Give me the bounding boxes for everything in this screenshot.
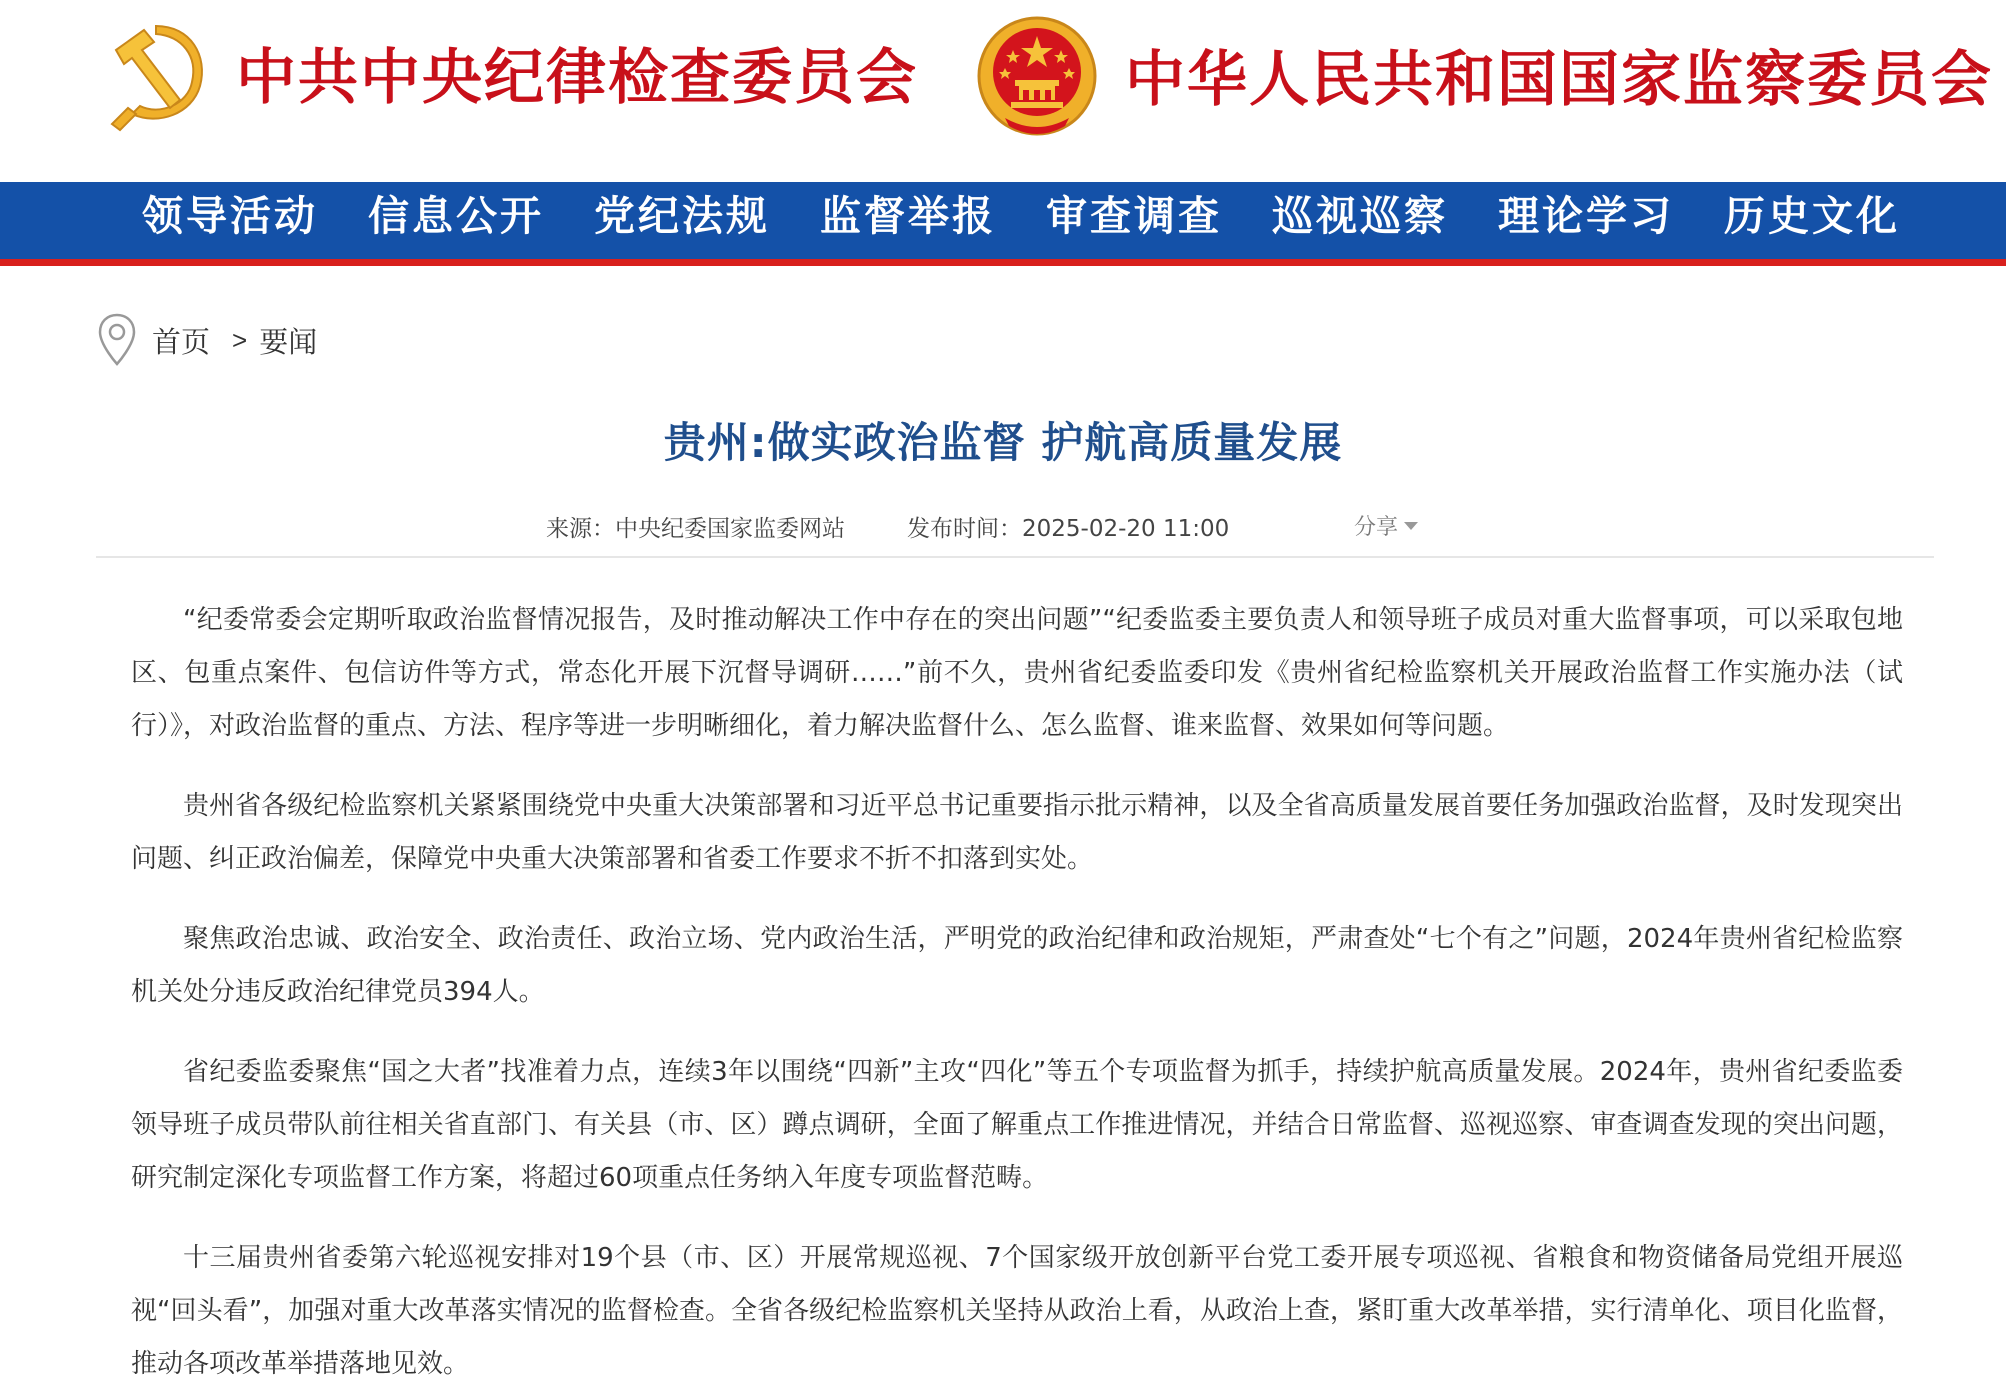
- article-paragraph: 十三届贵州省委第六轮巡视安排对19个县（市、区）开展常规巡视、7个国家级开放创新平台党工委开展专项巡视、省粮食和物资储备局党组开展巡视“回头看”，加强对重大改革落实情况的监督检查。全省各级纪检监察机关坚持从政治上看，从政治上查，紧盯重大改革举措，实行清单化、项目化监督，推动各项改革举措落地见效。: [131, 1243, 1903, 1379]
- caret-down-icon: [1404, 522, 1418, 530]
- hammer-sickle-icon: [96, 16, 216, 136]
- national-emblem-icon: [975, 14, 1099, 140]
- article-body: [131, 594, 1903, 1391]
- article-title: 贵州:做实政治监督 护航高质量发展: [663, 418, 1343, 467]
- location-pin-icon: [96, 312, 138, 368]
- article-paragraph: “纪委常委会定期听取政治监督情况报告，及时推动解决工作中存在的突出问题”“纪委监委主要负责人和领导班子成员对重大监督事项，可以采取包地区、包重点案件、包信访件等方式，常态化开展下沉督导调研……”前不久，贵州省纪委监委印发《贵州省纪检监察机关开展政治监督工作实施办法（试行）》，对政治监督的重点、方法、程序等进一步明晰细化，着力解决监督什么、怎么监督、谁来监督、效果如何等问题。: [131, 605, 1903, 741]
- site-header: [0, 0, 2006, 182]
- nav-item-info-disclosure[interactable]: 信息公开: [368, 192, 544, 240]
- breadcrumb-home-link[interactable]: 首页: [152, 326, 211, 359]
- article-paragraph: 聚焦政治忠诚、政治安全、政治责任、政治立场、党内政治生活，严明党的政治纪律和政治规矩，严肃查处“七个有之”问题，2024年贵州省纪检监察机关处分违反政治纪律党员394人。: [131, 924, 1903, 1007]
- ccdi-logo-text: 中共中央纪律检查委员会: [236, 43, 918, 113]
- nav-item-theory-study[interactable]: 理论学习: [1498, 192, 1674, 240]
- breadcrumb-current-link[interactable]: 要闻: [259, 326, 318, 359]
- article-publish-time: 发布时间：2025-02-20 11:00: [907, 516, 1230, 542]
- article-paragraph: 省纪委监委聚焦“国之大者”找准着力点，连续3年以围绕“四新”主攻“四化”等五个专项监督为抓手，持续护航高质量发展。2024年，贵州省纪委监委领导班子成员带队前往相关省直部门、有关县（市、区）蹲点调研，全面了解重点工作推进情况，并结合日常监督、巡视巡察、审查调查发现的突出问题，研究制定深化专项监督工作方案，将超过60项重点任务纳入年度专项监督范畴。: [131, 1057, 1903, 1193]
- nav-item-party-regulations[interactable]: 党纪法规: [594, 192, 770, 240]
- ccdi-logo[interactable]: [96, 16, 1096, 146]
- nav-item-inspection[interactable]: 巡视巡察: [1272, 192, 1448, 240]
- main-nav: [0, 182, 2006, 266]
- share-label: 分享: [1354, 515, 1399, 540]
- nsc-logo[interactable]: [975, 14, 1993, 144]
- breadcrumb: [96, 312, 317, 368]
- share-dropdown[interactable]: [1354, 510, 1418, 541]
- breadcrumb-separator: >: [232, 324, 248, 355]
- article-paragraph: 贵州省各级纪检监察机关紧紧围绕党中央重大决策部署和习近平总书记重要指示批示精神，以及全省高质量发展首要任务加强政治监督，及时发现突出问题、纠正政治偏差，保障党中央重大决策部署和省委工作要求不折不扣落到实处。: [131, 791, 1903, 874]
- nav-item-review-investigation[interactable]: 审查调查: [1046, 192, 1222, 240]
- nav-item-leadership[interactable]: 领导活动: [142, 192, 318, 240]
- article-source: 来源：中央纪委国家监委网站: [546, 516, 845, 542]
- nav-list: [142, 182, 1950, 259]
- nav-item-supervision-report[interactable]: 监督举报: [820, 192, 996, 240]
- nav-item-history-culture[interactable]: 历史文化: [1724, 192, 1900, 240]
- nsc-logo-text: 中华人民共和国国家监察委员会: [1125, 45, 1993, 115]
- header-divider: [96, 556, 1934, 558]
